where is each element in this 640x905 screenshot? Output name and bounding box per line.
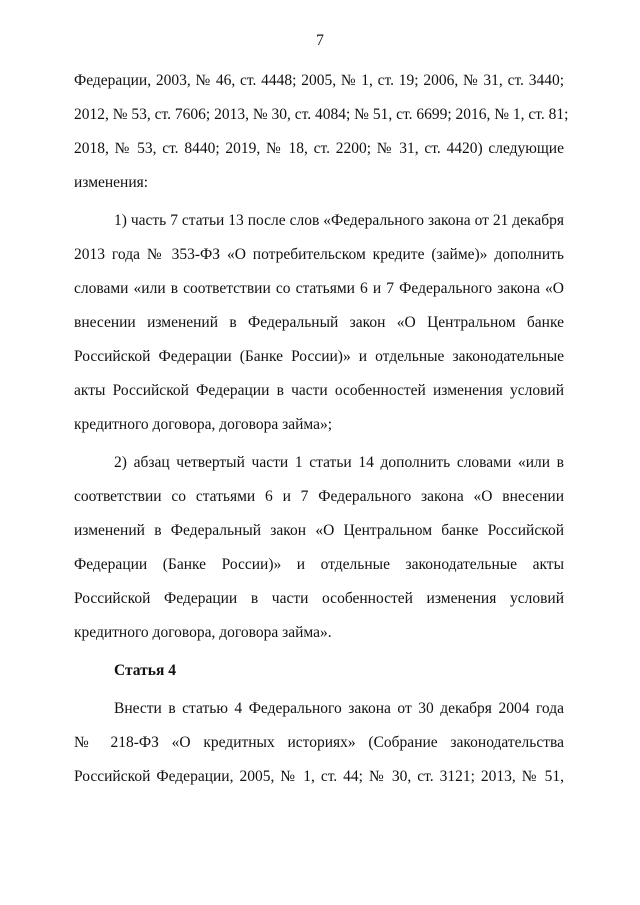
text-line: № 218-ФЗ «О кредитных историях» (Собрание законодательства (74, 734, 564, 751)
text-line: внесении изменений в Федеральный закон «О Центральном банке (74, 314, 564, 331)
document-body (74, 64, 569, 794)
text-line: Федерации, 2003, № 46, ст. 4448; 2005, № 1, ст. 19; 2006, № 31, ст. 3440; (74, 72, 564, 89)
article-heading: Статья 4 (114, 662, 176, 679)
page-number: 7 (316, 32, 324, 49)
text-line: 2) абзац четвертый части 1 статьи 14 дополнить словами «или в (114, 454, 564, 471)
text-line: акты Российской Федерации в части особенностей изменения условий (74, 382, 564, 399)
text-line: изменений в Федеральный закон «О Центральном банке Российской (74, 522, 564, 539)
text-line: кредитного договора, договора займа»; (74, 416, 333, 433)
text-line: изменения: (74, 174, 149, 191)
text-line: 2012, № 53, ст. 7606; 2013, № 30, ст. 4084; № 51, ст. 6699; 2016, № 1, ст. 81; (74, 106, 569, 123)
text-line: Федерации (Банке России)» и отдельные законодательные акты (74, 556, 564, 573)
text-line: 2013 года № 353-ФЗ «О потребительском кредите (займе)» дополнить (74, 246, 564, 263)
text-line: 1) часть 7 статьи 13 после слов «Федерального закона от 21 декабря (114, 212, 564, 229)
text-line: 2018, № 53, ст. 8440; 2019, № 18, ст. 2200; № 31, ст. 4420) следующие (74, 140, 564, 157)
text-line: Российской Федерации в части особенностей изменения условий (74, 590, 564, 607)
text-line: Российской Федерации, 2005, № 1, ст. 44; № 30, ст. 3121; 2013, № 51, (74, 768, 564, 785)
text-line: кредитного договора, договора займа». (74, 624, 332, 641)
text-line: соответствии со статьями 6 и 7 Федерального закона «О внесении (74, 488, 564, 505)
text-line: словами «или в соответствии со статьями 6 и 7 Федерального закона «О (74, 280, 564, 297)
text-line: Внести в статью 4 Федерального закона от 30 декабря 2004 года (114, 700, 564, 717)
text-line: Российской Федерации (Банке России)» и отдельные законодательные (74, 348, 564, 365)
